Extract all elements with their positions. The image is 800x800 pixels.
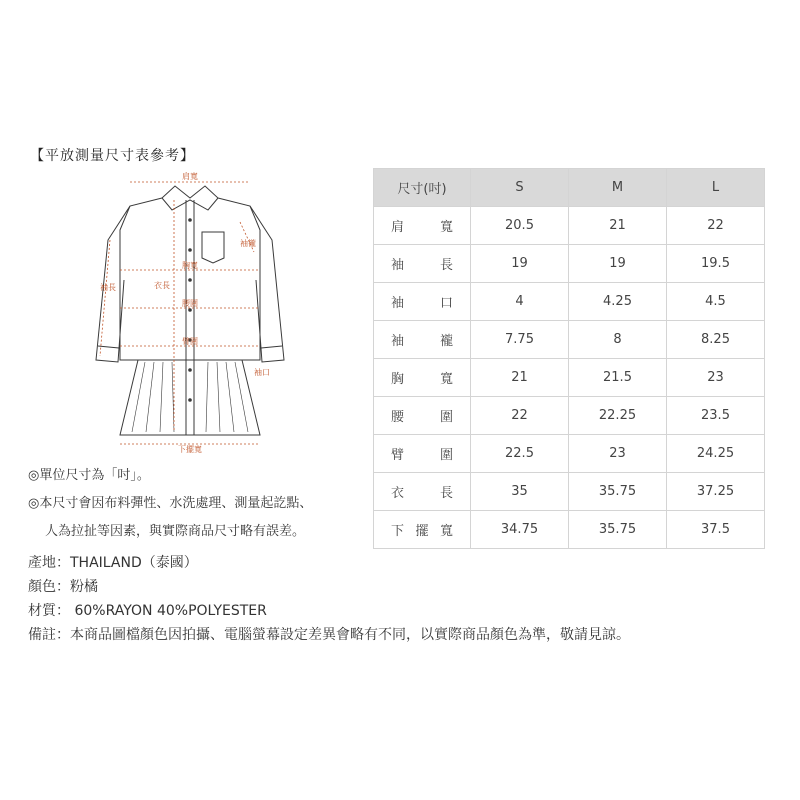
notes [28,462,312,546]
row-label-text: 袖長 [391,258,453,273]
row-label [374,511,471,549]
table-cell: 19 [471,245,569,283]
product-specs [28,551,630,647]
row-label [374,435,471,473]
table-row [374,283,765,321]
table-cell: 20.5 [471,207,569,245]
table-cell: 24.25 [667,435,765,473]
row-label [374,283,471,321]
table-cell: 37.25 [667,473,765,511]
spec-material: 材質： 60%RAYON 40%POLYESTER [28,603,267,619]
header-m: M [569,169,667,207]
table-cell: 21.5 [569,359,667,397]
label-chest: 胸寬 [182,261,198,270]
table-cell: 34.75 [471,511,569,549]
table-cell: 4.25 [569,283,667,321]
table-row [374,207,765,245]
table-cell: 19 [569,245,667,283]
row-label-text: 腰圍 [391,410,453,425]
header-s: S [471,169,569,207]
row-label-text: 衣長 [391,486,453,501]
header-l: L [667,169,765,207]
table-cell: 23 [667,359,765,397]
label-cuff-width: 袖襱 [240,239,256,248]
table-row [374,473,765,511]
row-label-text: 肩寬 [391,220,453,235]
table-cell: 23 [569,435,667,473]
table-cell: 4 [471,283,569,321]
row-label [374,473,471,511]
table-cell: 7.75 [471,321,569,359]
table-cell: 35.75 [569,473,667,511]
label-arm: 臂圍 [182,337,198,346]
note-variance: ◎本尺寸會因布料彈性、水洗處理、測量起訖點、 [28,496,313,511]
table-cell: 22.25 [569,397,667,435]
table-cell: 23.5 [667,397,765,435]
row-label [374,321,471,359]
row-label [374,397,471,435]
size-table [373,168,765,549]
row-label-text: 袖口 [391,296,453,311]
table-header-row [374,169,765,207]
table-row [374,245,765,283]
note-variance-cont: 人為拉扯等因素，與實際商品尺寸略有誤差。 [45,524,306,539]
row-label-text: 胸寬 [391,372,453,387]
label-length: 衣長 [154,281,170,290]
table-cell: 22.5 [471,435,569,473]
label-waist: 腰圍 [182,299,198,308]
table-cell: 21 [569,207,667,245]
spec-origin: 產地：THAILAND（泰國） [28,555,198,571]
table-cell: 22 [471,397,569,435]
header-unit: 尺寸(吋) [374,169,471,207]
row-label-text: 臂圍 [391,448,453,463]
row-label [374,245,471,283]
row-label [374,207,471,245]
label-sleeve: 袖長 [100,283,116,292]
table-cell: 35.75 [569,511,667,549]
row-label-text: 下擺寬 [391,524,453,539]
garment-illustration [90,170,290,460]
table-cell: 37.5 [667,511,765,549]
table-cell: 21 [471,359,569,397]
table-row [374,435,765,473]
table-row [374,359,765,397]
row-label-text: 袖襱 [391,334,453,349]
table-cell: 8.25 [667,321,765,359]
row-label [374,359,471,397]
note-unit: ◎單位尺寸為「吋」。 [28,468,150,483]
spec-remark: 備註：本商品圖檔顏色因拍攝、電腦螢幕設定差異會略有不同，以實際商品顏色為準，敬請見諒。 [28,627,630,643]
table-row [374,321,765,359]
table-row [374,511,765,549]
table-cell: 8 [569,321,667,359]
table-cell: 4.5 [667,283,765,321]
page-title: 【平放測量尺寸表參考】 [30,148,195,164]
label-shoulder: 肩寬 [182,172,198,181]
table-row [374,397,765,435]
label-hem: 下擺寬 [178,445,202,454]
table-cell: 19.5 [667,245,765,283]
label-cuff: 袖口 [254,368,270,377]
table-cell: 22 [667,207,765,245]
spec-color: 顏色：粉橘 [28,579,98,595]
table-cell: 35 [471,473,569,511]
